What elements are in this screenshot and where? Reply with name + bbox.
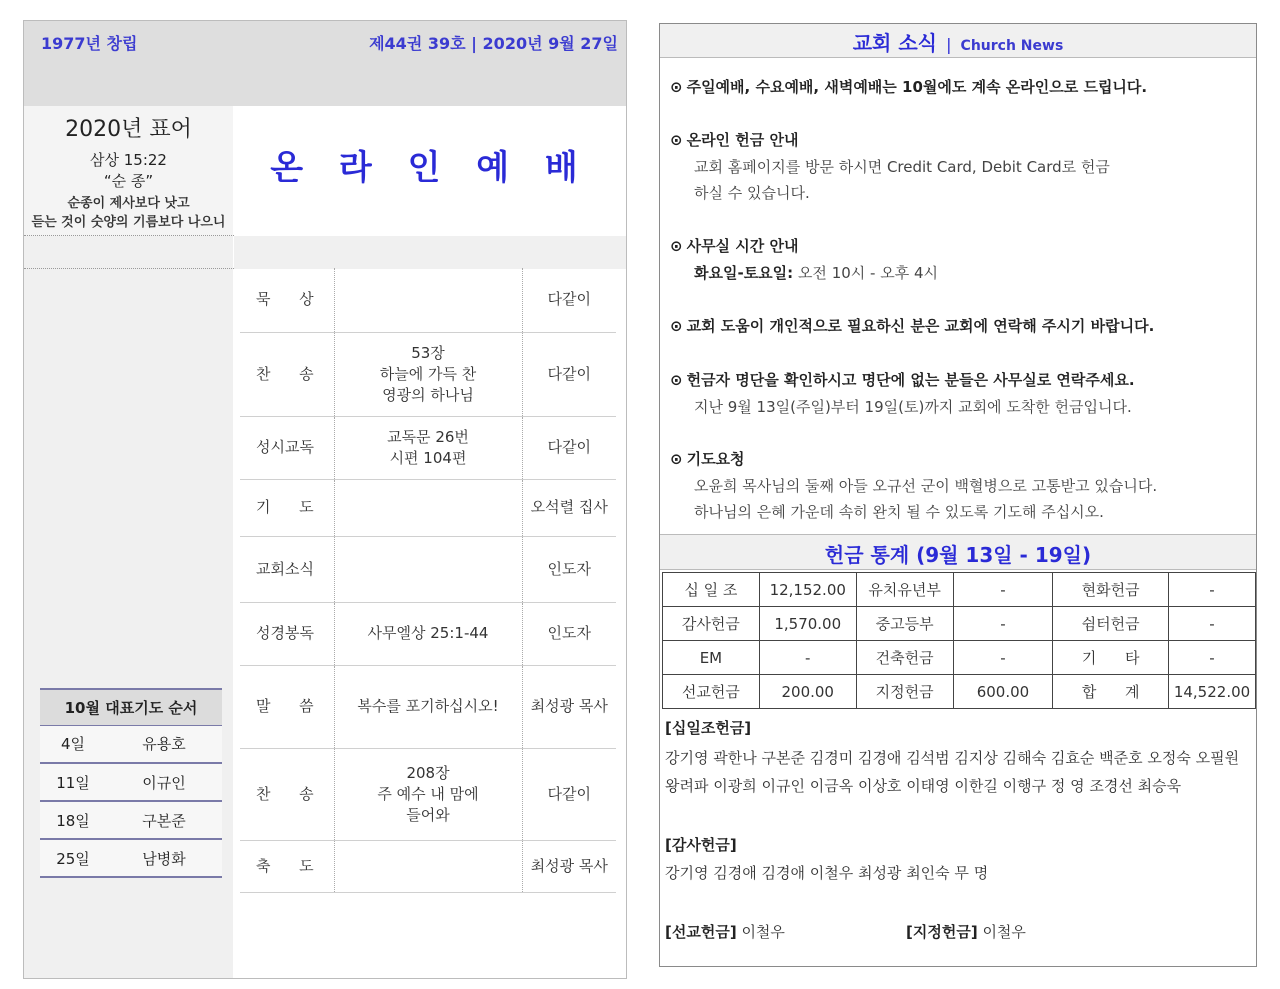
prayer-date: 4일 [40, 725, 106, 763]
worship-order-row [240, 479, 616, 536]
order-item-content [334, 268, 522, 332]
thanks-donors-line: 강기영 김경애 김경애 이철우 최성광 최인숙 무 명 [665, 864, 989, 882]
title-band [234, 236, 626, 269]
issue-text: 제44권 39호 | 2020년 9월 27일 [369, 34, 618, 53]
order-item-name: 찬 송 [240, 748, 334, 840]
mission-label: [선교헌금] [665, 923, 737, 941]
order-item-leader: 인도자 [522, 602, 616, 665]
news-item-line: 교회 홈페이지를 방문 하시면 Credit Card, Debit Card로 헌금 [694, 158, 1110, 176]
news-item-title: 주일예배, 수요예배, 새벽예배는 10월에도 계속 온라인으로 드립니다. [686, 78, 1148, 96]
stats-category: 지정헌금 [856, 675, 953, 709]
order-item-leader: 최성광 목사 [522, 665, 616, 748]
motto-verse-line: 듣는 것이 숫양의 기름보다 나으니 [31, 215, 226, 230]
news-item-line: 오윤희 목사님의 둘째 아들 오규선 군이 백혈병으로 고통받고 있습니다. [694, 477, 1158, 495]
news-item-heading [670, 129, 798, 150]
circle-dot-icon: ⊙ [670, 317, 683, 335]
stats-category: 쉼터헌금 [1053, 607, 1169, 641]
worship-order-table [240, 268, 616, 893]
stats-row [663, 607, 1256, 641]
order-content-line: 교독문 26번 [387, 427, 469, 446]
order-content-line: 사무엘상 25:1-44 [367, 624, 489, 642]
news-item-title: 기도요청 [686, 450, 745, 468]
order-content-line: 복수를 포기하십시오! [357, 697, 499, 715]
offering-stats-title: 헌금 통계 (9월 13일 - 19일) [824, 543, 1092, 567]
prayer-row [40, 725, 222, 763]
order-item-name: 교회소식 [240, 536, 334, 602]
circle-dot-icon: ⊙ [670, 131, 683, 149]
worship-order-row [240, 602, 616, 665]
order-item-name: 축 도 [240, 840, 334, 892]
order-content-line: 208장 [406, 763, 450, 782]
motto-word: “순 종” [103, 172, 154, 190]
news-item-heading [670, 76, 1147, 97]
order-item-content [334, 416, 522, 479]
stats-amount: 1,570.00 [759, 607, 856, 641]
mission-name: 이철우 [736, 923, 785, 941]
order-item-content [334, 665, 522, 748]
order-item-leader: 인도자 [522, 536, 616, 602]
order-item-leader: 최성광 목사 [522, 840, 616, 892]
designated-offering [906, 921, 1026, 942]
tithe-donors-line: 강기영 곽한나 구본준 김경미 김경애 김석범 김지상 김해숙 김효순 백준호 오정숙 오필원 [665, 749, 1240, 767]
stats-category: 유치유년부 [856, 573, 953, 607]
stats-category: 합 계 [1053, 675, 1169, 709]
news-item-title: 사무실 시간 안내 [686, 237, 799, 255]
stats-amount: 200.00 [759, 675, 856, 709]
stats-row [663, 641, 1256, 675]
prayer-row [40, 763, 222, 801]
news-item-title: 헌금자 명단을 확인하시고 명단에 없는 분들은 사무실로 연락주세요. [686, 371, 1135, 389]
news-item-heading [670, 235, 798, 256]
order-item-name: 말 씀 [240, 665, 334, 748]
prayer-row [40, 839, 222, 877]
order-item-leader: 다같이 [522, 748, 616, 840]
motto-title: 2020년 표어 [65, 117, 192, 142]
tithe-donors-line: 왕려파 이광희 이규인 이금옥 이상호 이태영 이한길 이행구 정 영 조경선 최승욱 [665, 777, 1182, 795]
prayer-date: 18일 [40, 801, 106, 839]
news-item-title: 온라인 헌금 안내 [686, 131, 799, 149]
stats-category: 십 일 조 [663, 573, 760, 607]
designated-label: [지정헌금] [906, 923, 978, 941]
thanks-label: [감사헌금] [665, 836, 737, 854]
mission-offering [665, 921, 785, 942]
motto-reference: 삼상 15:22 [90, 151, 167, 169]
prayer-leader: 이규인 [106, 763, 222, 801]
order-item-content [334, 840, 522, 892]
news-item-line: 하실 수 있습니다. [694, 184, 810, 202]
worship-title-box [234, 106, 626, 236]
news-title-separator: | [946, 35, 952, 54]
stats-amount: 14,522.00 [1169, 675, 1256, 709]
news-item-line: 하나님의 은혜 가운데 속히 완치 될 수 있도록 기도해 주십시오. [694, 503, 1104, 521]
prayer-row [40, 801, 222, 839]
stats-category: 선교헌금 [663, 675, 760, 709]
tithe-label: [십일조헌금] [665, 719, 752, 737]
prayer-leader: 구본준 [106, 801, 222, 839]
motto-verse-line: 순종이 제사보다 낫고 [67, 196, 190, 211]
news-item-heading [670, 448, 745, 469]
stats-amount: - [759, 641, 856, 675]
stats-category: 중고등부 [856, 607, 953, 641]
founded-text: 1977년 창립 [41, 34, 138, 53]
stats-amount: 12,152.00 [759, 573, 856, 607]
stats-category: 기 타 [1053, 641, 1169, 675]
office-days: 화요일-토요일: [694, 264, 794, 282]
order-item-name: 묵 상 [240, 268, 334, 332]
order-item-name: 기 도 [240, 479, 334, 536]
news-item-line: 지난 9월 13일(주일)부터 19일(토)까지 교회에 도착한 헌금입니다. [694, 398, 1132, 416]
order-item-content [334, 479, 522, 536]
circle-dot-icon: ⊙ [670, 450, 683, 468]
order-content-line: 들어와 [406, 805, 450, 824]
order-item-name: 찬 송 [240, 332, 334, 416]
order-content-line: 하늘에 가득 찬 [379, 364, 477, 383]
worship-order-row [240, 332, 616, 416]
worship-title: 온 라 인 예 배 [270, 148, 590, 188]
order-item-content [334, 332, 522, 416]
news-item-heading [670, 315, 1154, 336]
circle-dot-icon: ⊙ [670, 78, 683, 96]
stats-category: 감사헌금 [663, 607, 760, 641]
worship-order-row [240, 748, 616, 840]
prayer-schedule-table [40, 688, 222, 878]
stats-amount: - [1169, 573, 1256, 607]
bulletin-right-page [659, 23, 1257, 967]
order-item-content [334, 602, 522, 665]
stats-amount: - [1169, 641, 1256, 675]
offering-stats-table [662, 572, 1256, 709]
stats-row [663, 675, 1256, 709]
prayer-date: 25일 [40, 839, 106, 877]
worship-order-row [240, 665, 616, 748]
stats-amount: - [953, 641, 1053, 675]
stats-amount: - [953, 607, 1053, 641]
news-title: 교회 소식 [852, 31, 937, 55]
worship-order-row [240, 268, 616, 332]
order-item-leader: 다같이 [522, 268, 616, 332]
stats-amount: - [953, 573, 1053, 607]
order-content-line: 시편 104편 [389, 448, 467, 467]
order-item-name: 성시교독 [240, 416, 334, 479]
order-content-line: 53장 [411, 343, 445, 362]
order-item-leader: 오석렬 집사 [522, 479, 616, 536]
order-item-leader: 다같이 [522, 416, 616, 479]
worship-order-row [240, 416, 616, 479]
bulletin-header [24, 21, 626, 106]
order-content-line: 영광의 하나님 [382, 385, 474, 404]
prayer-schedule-title: 10월 대표기도 순서 [40, 689, 222, 725]
offering-stats-header [660, 534, 1256, 570]
annual-motto [24, 106, 233, 236]
circle-dot-icon: ⊙ [670, 371, 683, 389]
order-item-content [334, 536, 522, 602]
stats-amount: 600.00 [953, 675, 1053, 709]
news-item-title: 교회 도움이 개인적으로 필요하신 분은 교회에 연락해 주시기 바랍니다. [686, 317, 1155, 335]
prayer-leader: 유용호 [106, 725, 222, 763]
prayer-date: 11일 [40, 763, 106, 801]
order-content-line: 주 예수 내 맘에 [377, 784, 479, 803]
stats-amount: - [1169, 607, 1256, 641]
stats-category: 현화헌금 [1053, 573, 1169, 607]
order-item-leader: 다같이 [522, 332, 616, 416]
stats-category: 건축헌금 [856, 641, 953, 675]
prayer-leader: 남병화 [106, 839, 222, 877]
news-header [660, 24, 1256, 58]
order-item-name: 성경봉독 [240, 602, 334, 665]
motto-verse [24, 194, 233, 232]
office-time: 오전 10시 - 오후 4시 [793, 264, 938, 282]
worship-order-row [240, 536, 616, 602]
news-item-heading [670, 369, 1135, 390]
order-item-content [334, 748, 522, 840]
designated-name: 이철우 [977, 923, 1026, 941]
news-subtitle: Church News [960, 38, 1064, 54]
stats-row [663, 573, 1256, 607]
circle-dot-icon: ⊙ [670, 237, 683, 255]
office-hours [694, 262, 938, 283]
worship-order-row [240, 840, 616, 892]
stats-category: EM [663, 641, 760, 675]
